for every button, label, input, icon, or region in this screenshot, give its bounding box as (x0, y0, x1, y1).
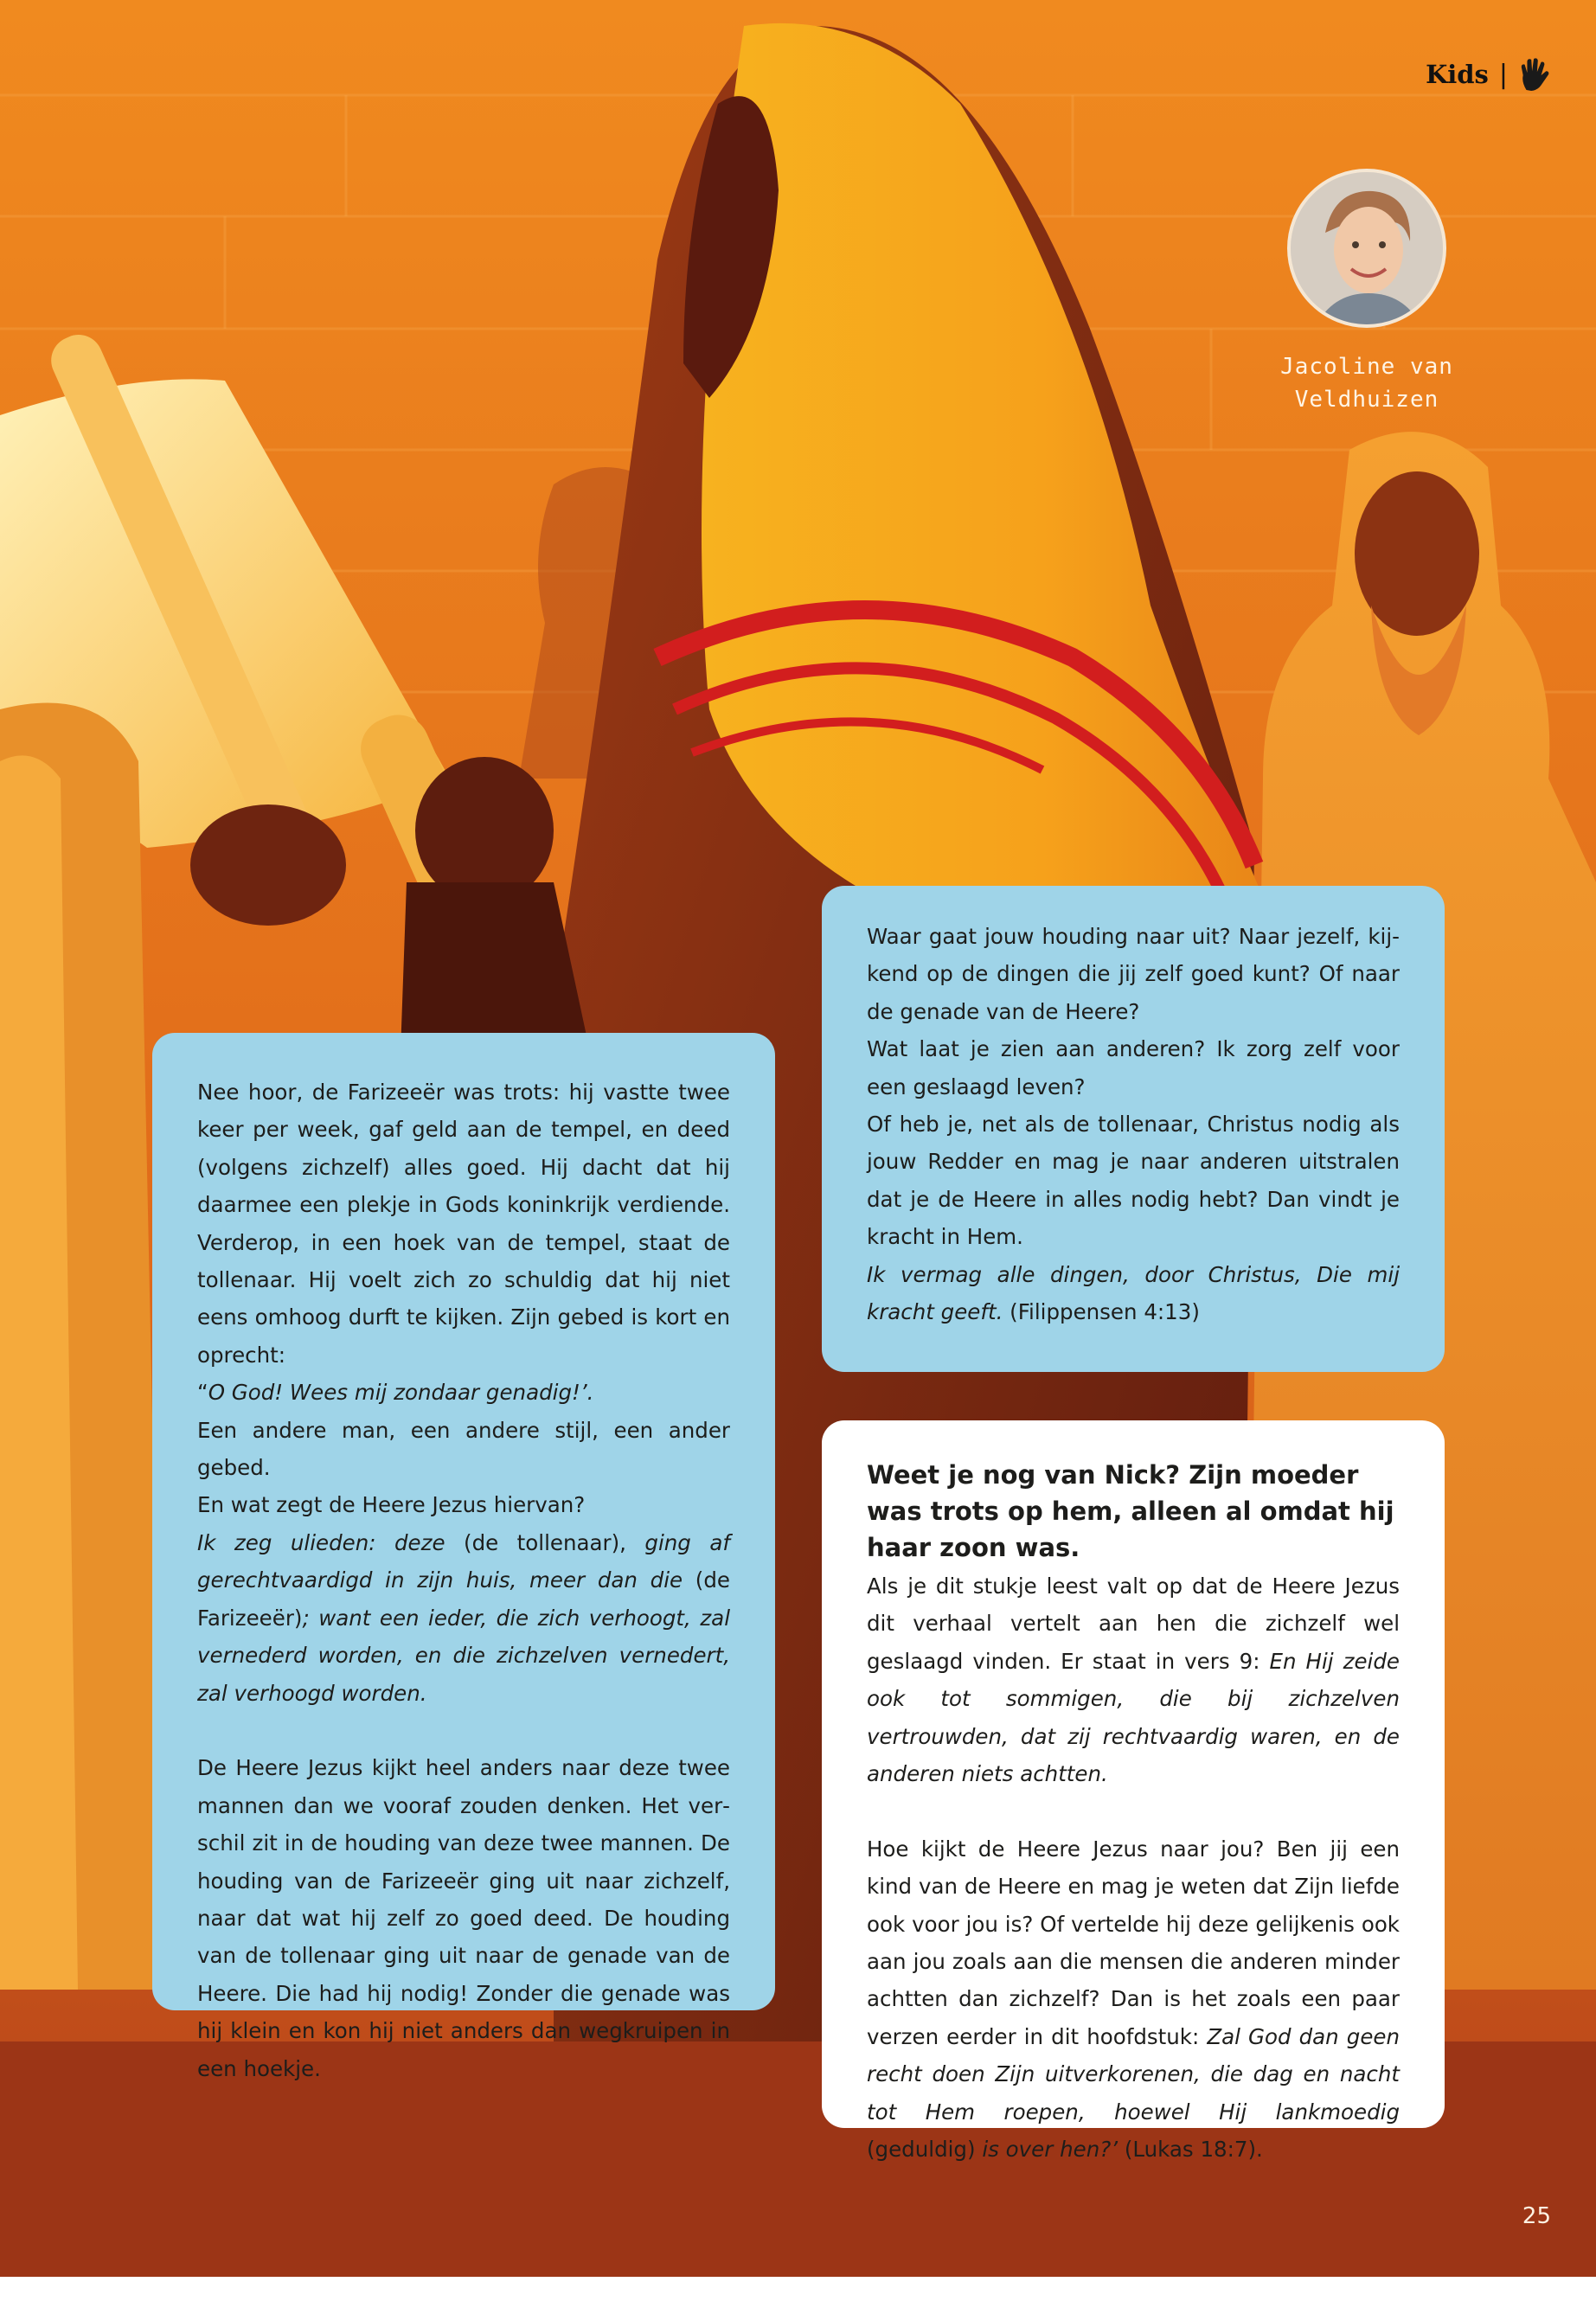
paragraph (867, 1030, 1400, 1106)
bottom-margin (0, 2277, 1596, 2301)
paragraph (197, 1074, 730, 1374)
paragraph (867, 1567, 1400, 1792)
verse-part: Ik zeg ulieden: deze (197, 1529, 445, 1555)
verse-text: is over hen?’ (982, 2137, 1118, 2163)
box-heading: Weet je nog van Nick? Zijn moeder was trots op hem, alleen al omdat hij haar zoon was. (867, 1460, 1394, 1562)
paragraph-text: Wat laat je zien aan anderen? Ik zorg zelf voor een geslaagd leven? (867, 1036, 1400, 1099)
verse-text: En Hij zeide ook tot sommigen, die bij zichzelven vertrouwden, dat zij rechtvaardig waren, en de anderen niets achtten. (867, 1648, 1400, 1787)
verse-text: Zal God dan geen recht doen Zijn uitverkorenen, die dag en nacht tot Hem roepen, hoewel Hij lankmoedig (867, 2023, 1400, 2125)
paragraph-gap (867, 1792, 1400, 1830)
verse-reference: (Lukas 18:7). (1118, 2137, 1263, 2163)
bible-verse (197, 1524, 730, 1712)
paragraph (197, 1749, 730, 2087)
paragraph (867, 1106, 1400, 1256)
section-label: Kids (1426, 60, 1489, 89)
author-block (1246, 169, 1488, 416)
page-number: 25 (1522, 2203, 1551, 2229)
paragraph (867, 1830, 1400, 2169)
paragraph (867, 918, 1400, 1030)
verse-gloss: (de Farizeeër) (197, 1567, 730, 1631)
bible-verse (867, 1256, 1400, 1331)
paragraph-text: Waar gaat jouw houding naar uit? Naar jezelf, kijkend op de dingen die jij zelf goed kunt? Of naar de genade van de Heere? (867, 924, 1400, 1024)
paragraph (197, 1412, 730, 1487)
paragraph-text: En wat zegt de Heere Jezus hiervan? (197, 1492, 586, 1518)
paragraph-text: Nee hoor, de Farizeeër was trots: hij vastte twee keer per week, gaf geld aan de tempel, en deed (volgens zichzelf) alles goed. Hij dacht dat hij daarmee een plekje in Gods koninkrijk verdiende. Verderop, in een hoek van de tempel, staat de tollenaar. Hij voelt zich zo schuldig dat hij niet eens omhoog durft te kijken. Zijn gebed is kort en oprecht: (197, 1080, 730, 1368)
paragraph-text: Als je dit stukje leest valt op dat de Heere Jezus dit verhaal vertelt aan hen die zichzelf wel geslaagd vinden. Er staat in vers 9: (867, 1574, 1400, 1674)
right-text-box-bottom (822, 1420, 1445, 2163)
author-photo (1287, 169, 1446, 328)
left-text-box (152, 1033, 775, 2081)
paragraph-gap (197, 1712, 730, 1749)
verse-reference: (Filippensen 4:13) (1003, 1299, 1200, 1325)
paragraph-text: Hoe kijkt de Heere Jezus naar jou? Ben jij een kind van de Heere en mag je weten dat Zijn liefde ook voor jou is? Of vertelde hij deze gelijkenis ook aan jou zoals aan die mensen die anderen minder achtten dan zichzelf? Dan is het zoals een paar verzen eerder in dit hoofdstuk: (867, 1836, 1400, 2049)
verse-text: Ik vermag alle dingen, door Christus, Die mij kracht geeft. (867, 1261, 1400, 1325)
paragraph-text: De Heere Jezus kijkt heel anders naar deze twee mannen dan we vooraf zouden denken. Het verschil zit in de houding van deze twee mannen. De houding van de Farizeeër ging uit naar zichzelf, naar dat wat hij zelf zo goed deed. De houding van de tollenaar ging uit naar de genade van de Heere. Die had hij nodig! Zonder die genade was hij klein en kon hij niet anders dan wegkruipen in een hoekje. (197, 1755, 730, 2081)
verse-part: ging af gerechtvaardigd in zijn huis, meer dan die (197, 1529, 730, 1593)
right-text-box-top (822, 886, 1445, 1372)
verse-part: ; want een ieder, die zich verhoogt, zal vernederd worden, en die zichzelven vernedert, zal verhoogd worden. (197, 1605, 730, 1706)
author-name-line2: Veldhuizen (1294, 387, 1439, 413)
author-name-line1: Jacoline van (1280, 354, 1453, 380)
section-header (1426, 57, 1551, 92)
quote-paragraph (197, 1374, 730, 1411)
author-name (1246, 350, 1488, 416)
quote-mark: “ (197, 1380, 208, 1406)
header-separator: | (1498, 59, 1508, 90)
prayer-quote: O God! Wees mij zondaar genadig!’. (208, 1380, 594, 1406)
paragraph (197, 1486, 730, 1523)
paragraph-text: Of heb je, net als de tollenaar, Christus nodig als jouw Redder en mag je naar anderen uitstralen dat je de Heere in alles nodig hebt? Dan vindt je kracht in Hem. (867, 1112, 1400, 1250)
verse-gloss: (geduldig) (867, 2137, 983, 2163)
verse-gloss: (de tollenaar), (445, 1529, 645, 1555)
hand-icon (1518, 57, 1551, 92)
paragraph-text: Een andere man, een andere stijl, een ander gebed. (197, 1417, 730, 1481)
